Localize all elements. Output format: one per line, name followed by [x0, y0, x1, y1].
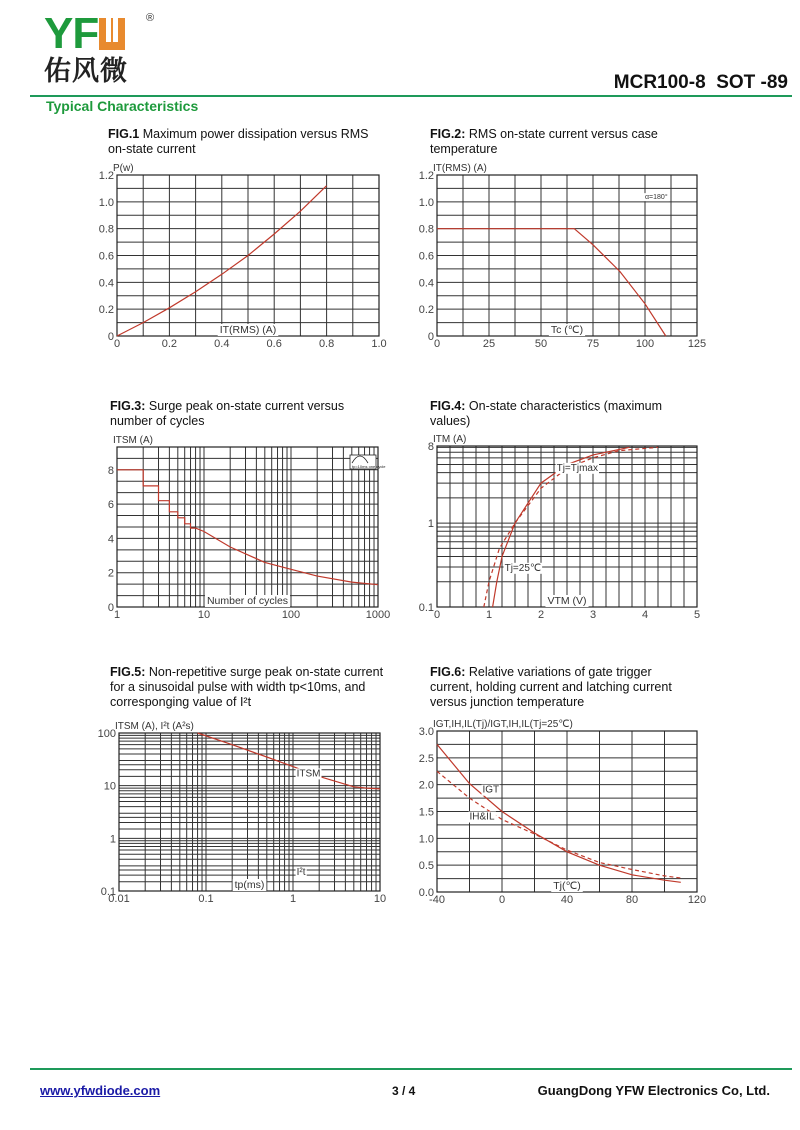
inset-text: tp=10ms one cycle: [352, 464, 386, 469]
y-tick-label: 10: [103, 780, 116, 793]
y-tick-label: 0.8: [418, 223, 434, 236]
y-tick-label: 0.8: [98, 223, 114, 236]
title-line-1: RMS on-state current versus case: [465, 127, 658, 141]
x-tick-label: 0: [113, 338, 121, 350]
x-tick-label: 1.0: [371, 338, 387, 350]
x-tick-label: 100: [281, 609, 301, 621]
title-line-1: Non-repetitive surge peak on-state current: [145, 665, 384, 679]
fig2-chart: [419, 163, 706, 350]
x-tick-label: 0: [433, 338, 441, 350]
fig-number: FIG.1: [108, 127, 140, 141]
title-title-line2: for a sinusoidal pulse with width tp<10ms, and: [110, 680, 366, 694]
title-title-line3: versus junction temperature: [430, 695, 585, 709]
part-number: MCR100-8 SOT -89: [613, 72, 788, 93]
registered-mark: ®: [146, 12, 155, 24]
x-tick-label: 0.6: [266, 338, 282, 350]
sine-pulse-icon: [350, 455, 386, 469]
y-axis-label: IT(RMS) (A): [433, 163, 487, 174]
y-tick-label: 0.6: [418, 250, 434, 263]
x-tick-label: 1: [113, 609, 121, 621]
website-link[interactable]: www.yfwdiode.com: [40, 1083, 161, 1098]
fig1-chart: [99, 163, 387, 350]
annotation-label: ITSM: [296, 768, 321, 780]
fig1-title: [108, 127, 369, 157]
logo-yf-text: YF: [44, 9, 99, 58]
x-tick-label: 4: [641, 609, 649, 621]
title-title-line2: on-state current: [108, 142, 196, 156]
fig-number: FIG.3:: [110, 399, 146, 413]
y-axis-label: ITM (A): [433, 434, 467, 445]
y-tick-label: 0.2: [418, 304, 434, 317]
title-title-line2: values): [430, 414, 471, 428]
y-tick-label: 0.2: [98, 304, 114, 317]
y-tick-label: 4: [107, 533, 114, 546]
x-axis-label: IT(RMS) (A): [219, 324, 277, 336]
y-tick-label: 0.6: [98, 250, 114, 263]
x-tick-label: 3: [589, 609, 597, 621]
y-tick-label: 6: [107, 499, 114, 512]
x-axis-label: Tj(℃): [553, 880, 581, 892]
y-tick-label: 2.0: [418, 779, 434, 792]
y-tick-label: 2.5: [418, 752, 434, 765]
y-tick-label: 1.0: [418, 196, 434, 209]
fig-number: FIG.6:: [430, 665, 466, 679]
fig4-chart: [419, 434, 700, 621]
fig5-title: [110, 665, 383, 710]
y-tick-label: 1.5: [418, 806, 434, 819]
x-tick-label: 1: [485, 609, 493, 621]
x-tick-label: 0.8: [318, 338, 335, 350]
x-tick-label: 80: [625, 894, 639, 906]
y-tick-label: 1.0: [98, 196, 114, 209]
y-tick-label: 0.1: [418, 602, 434, 614]
grid: [119, 733, 380, 891]
y-axis-label: ITSM (A): [113, 435, 153, 446]
fig-number: FIG.2:: [430, 127, 466, 141]
x-tick-label: 100: [635, 338, 655, 350]
y-axis-label: IGT,IH,IL(Tj)/IGT,IH,IL(Tj=25℃): [433, 719, 573, 730]
footer-divider: [30, 1068, 792, 1070]
company-name: GuangDong YFW Electronics Co, Ltd.: [537, 1083, 770, 1098]
y-tick-label: 0.0: [418, 887, 434, 899]
x-tick-label: 0: [498, 894, 506, 906]
fig3-chart: [108, 435, 390, 621]
x-tick-label: 0.2: [161, 338, 178, 350]
x-tick-label: 75: [586, 338, 600, 350]
x-tick-label: 0.1: [198, 893, 214, 905]
x-tick-label: 10: [197, 609, 211, 621]
annotation-label: α=180°: [645, 194, 668, 202]
y-tick-label: 1: [109, 833, 116, 846]
fig-number: FIG.5:: [110, 665, 146, 679]
y-tick-label: 2: [107, 567, 114, 580]
y-axis-label: ITSM (A), I²t (A²s): [115, 721, 194, 732]
y-tick-label: 3.0: [418, 726, 434, 738]
y-axis-label: P(w): [113, 163, 134, 174]
annotation-label: Tj=25℃: [504, 562, 542, 574]
section-title: Typical Characteristics: [46, 98, 199, 114]
y-tick-label: 0: [427, 331, 434, 343]
x-tick-label: -40: [429, 894, 445, 906]
fig5-chart: [98, 721, 386, 905]
x-tick-label: 40: [560, 894, 574, 906]
title-title-line2: current, holding current and latching current: [430, 680, 672, 694]
x-axis-label: Tc (℃): [550, 324, 584, 336]
y-tick-label: 0.5: [418, 860, 434, 873]
y-tick-label: 100: [97, 728, 116, 740]
x-tick-label: 2: [537, 609, 545, 621]
x-axis-label: tp(ms): [234, 879, 265, 891]
annotation-label: Tj=Tjmax: [556, 462, 599, 474]
fig2-title: [430, 127, 658, 157]
x-tick-label: 5: [693, 609, 701, 621]
y-tick-label: 0.4: [418, 277, 434, 290]
annotation-label: I²t: [296, 867, 306, 879]
title-line-1: On-state characteristics (maximum: [465, 399, 662, 413]
x-axis-label: VTM (V): [547, 595, 587, 607]
grid: [117, 447, 378, 607]
x-tick-label: 50: [534, 338, 548, 350]
title-title-line2: number of cycles: [110, 414, 205, 428]
x-tick-label: 0.4: [214, 338, 230, 350]
y-tick-label: 8: [107, 464, 114, 477]
x-tick-label: 25: [482, 338, 496, 350]
y-tick-label: 1.2: [98, 170, 114, 182]
plot-frame: [119, 733, 380, 891]
fig-number: FIG.4:: [430, 399, 466, 413]
x-tick-label: 120: [687, 894, 707, 906]
x-tick-label: 0: [433, 609, 441, 621]
logo-chinese: 佑风微: [44, 56, 128, 87]
x-tick-label: 1: [289, 893, 297, 905]
x-tick-label: 0.01: [108, 893, 130, 905]
x-tick-label: 1000: [365, 609, 391, 621]
y-tick-label: 1: [427, 518, 434, 531]
title-line-1: Relative variations of gate trigger: [465, 665, 652, 679]
title-title-line2: temperature: [430, 142, 498, 156]
y-tick-label: 1.0: [418, 833, 434, 846]
y-tick-label: 0: [107, 331, 114, 343]
title-line-1: Maximum power dissipation versus RMS: [139, 127, 369, 141]
title-line-1: Surge peak on-state current versus: [145, 399, 345, 413]
y-tick-label: 0.1: [100, 886, 116, 898]
annotation-label: IH&IL: [469, 811, 495, 823]
fig4-title: [430, 399, 662, 429]
fig6-chart: [419, 719, 706, 906]
title-title-line3: corresponging value of I²t: [110, 695, 252, 709]
y-tick-label: 8: [427, 441, 434, 453]
x-tick-label: 10: [373, 893, 387, 905]
x-tick-label: 125: [687, 338, 707, 350]
fig3-title: [110, 399, 344, 429]
page-number: 3 / 4: [392, 1084, 416, 1098]
y-tick-label: 1.2: [418, 170, 434, 182]
y-tick-label: 0: [107, 602, 114, 614]
x-axis-label: Number of cycles: [206, 595, 289, 607]
annotation-label: IGT: [482, 784, 500, 796]
fig6-title: [430, 665, 672, 710]
y-tick-label: 0.4: [98, 277, 114, 290]
